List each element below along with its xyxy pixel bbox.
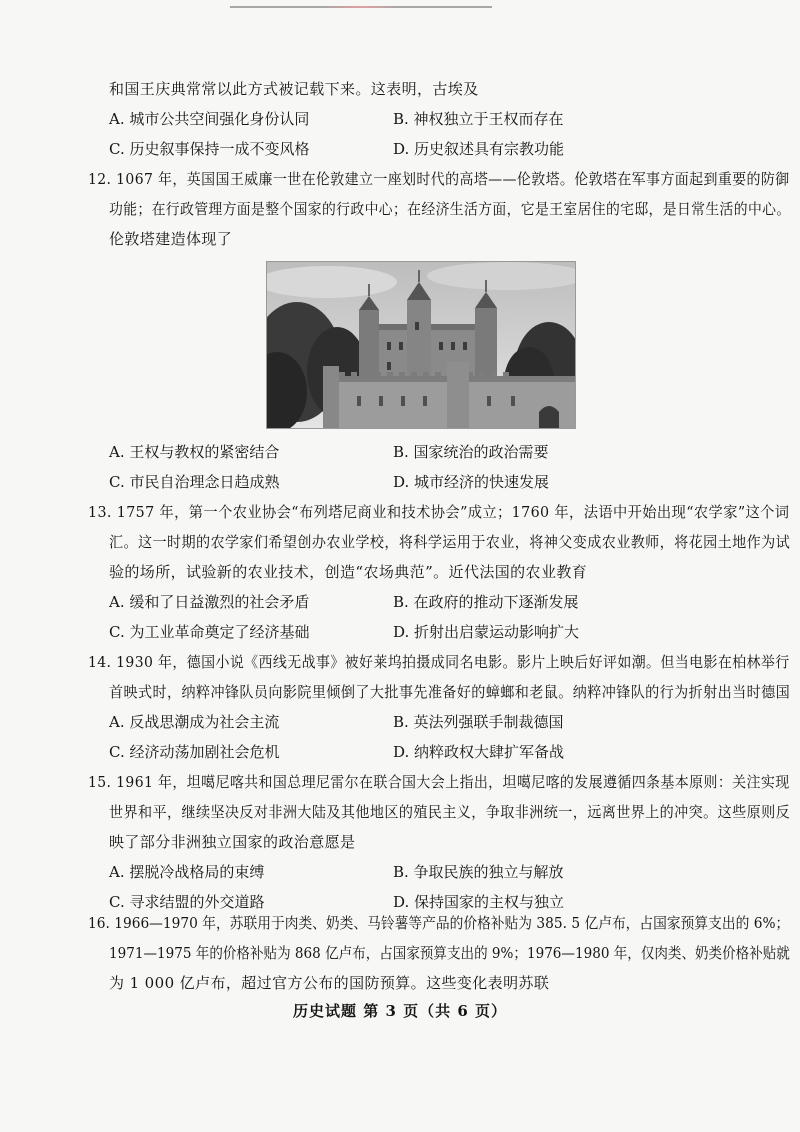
q14-stem-line: 首映式时，纳粹冲锋队员向影院里倾倒了大批事先准备好的蟑螂和老鼠。纳粹冲锋队的行为折射出当时德国 — [109, 683, 791, 701]
q11-option-b[interactable]: B. 神权独立于王权而存在 — [393, 110, 564, 128]
q12-option-a[interactable]: A. 王权与教权的紧密结合 — [109, 443, 280, 461]
q11-option-d[interactable]: D. 历史叙述具有宗教功能 — [393, 140, 565, 158]
q11-option-a[interactable]: A. 城市公共空间强化身份认同 — [109, 110, 310, 128]
q12-stem-line: 伦敦塔建造体现了 — [109, 230, 233, 248]
q13-option-b[interactable]: B. 在政府的推动下逐渐发展 — [393, 593, 579, 611]
q12-option-b[interactable]: B. 国家统治的政治需要 — [393, 443, 549, 461]
q16-stem-line: 1971—1975 年的价格补贴为 868 亿卢布，占国家预算支出的 9%；1976—1980 年，仅肉类、奶类价格补贴就 — [109, 944, 790, 962]
q12-stem-line: 功能；在行政管理方面是整个国家的行政中心；在经济生活方面，它是王室居住的宅邸，是日常生活的中心。 — [109, 200, 791, 218]
q11-option-c[interactable]: C. 历史叙事保持一成不变风格 — [109, 140, 310, 158]
q16-stem-line: 16. 1966—1970 年，苏联用于肉类、奶类、马铃薯等产品的价格补贴为 385. 5 亿卢布，占国家预算支出的 6%； — [88, 914, 790, 932]
q12-option-c[interactable]: C. 市民自治理念日趋成熟 — [109, 473, 280, 491]
q11-stem-tail: 和国王庆典常常以此方式被记载下来。这表明，古埃及 — [109, 80, 479, 98]
q12-stem-line: 12. 1067 年，英国国王威廉一世在伦敦建立一座划时代的高塔——伦敦塔。伦敦塔在军事方面起到重要的防御 — [88, 170, 790, 188]
q13-option-c[interactable]: C. 为工业革命奠定了经济基础 — [109, 623, 310, 641]
q16-stem-line: 为 1 000 亿卢布，超过官方公布的国防预算。这些变化表明苏联 — [109, 974, 550, 992]
q15-option-a[interactable]: A. 摆脱冷战格局的束缚 — [109, 863, 265, 881]
q15-option-c[interactable]: C. 寻求结盟的外交道路 — [109, 893, 265, 911]
q15-stem-line: 世界和平，继续坚决反对非洲大陆及其他地区的殖民主义，争取非洲统一，远离世界上的冲突。这些原则反 — [109, 803, 791, 821]
q13-option-d[interactable]: D. 折射出启蒙运动影响扩大 — [393, 623, 580, 641]
q13-stem-line: 验的场所，试验新的农业技术，创造“农场典范”。近代法国的农业教育 — [109, 563, 588, 581]
page-footer: 历史试题 第 3 页（共 6 页） — [293, 1002, 507, 1020]
q14-stem-line: 14. 1930 年，德国小说《西线无战事》被好莱坞拍摄成同名电影。影片上映后好评如潮。但当电影在柏林举行 — [88, 653, 790, 671]
q13-option-a[interactable]: A. 缓和了日益激烈的社会矛盾 — [109, 593, 310, 611]
q14-option-d[interactable]: D. 纳粹政权大肆扩军备战 — [393, 743, 565, 761]
q13-stem-line: 汇。这一时期的农学家们希望创办农业学校，将科学运用于农业，将神父变成农业教师，将花园土地作为试 — [109, 533, 791, 551]
q14-option-a[interactable]: A. 反战思潮成为社会主流 — [109, 713, 280, 731]
q14-option-c[interactable]: C. 经济动荡加剧社会危机 — [109, 743, 280, 761]
q15-option-b[interactable]: B. 争取民族的独立与解放 — [393, 863, 564, 881]
q13-stem-line: 13. 1757 年，第一个农业协会“布列塔尼商业和技术协会”成立；1760 年，法语中开始出现“农学家”这个词 — [88, 503, 790, 521]
q15-option-d[interactable]: D. 保持国家的主权与独立 — [393, 893, 565, 911]
tower-of-london-photo — [266, 261, 576, 429]
q15-stem-line: 映了部分非洲独立国家的政治意愿是 — [109, 833, 356, 851]
q15-stem-line: 15. 1961 年，坦噶尼喀共和国总理尼雷尔在联合国大会上指出，坦噶尼喀的发展遵循四条基本原则：关注实现 — [88, 773, 790, 791]
q14-option-b[interactable]: B. 英法列强联手制裁德国 — [393, 713, 564, 731]
q12-option-d[interactable]: D. 城市经济的快速发展 — [393, 473, 550, 491]
